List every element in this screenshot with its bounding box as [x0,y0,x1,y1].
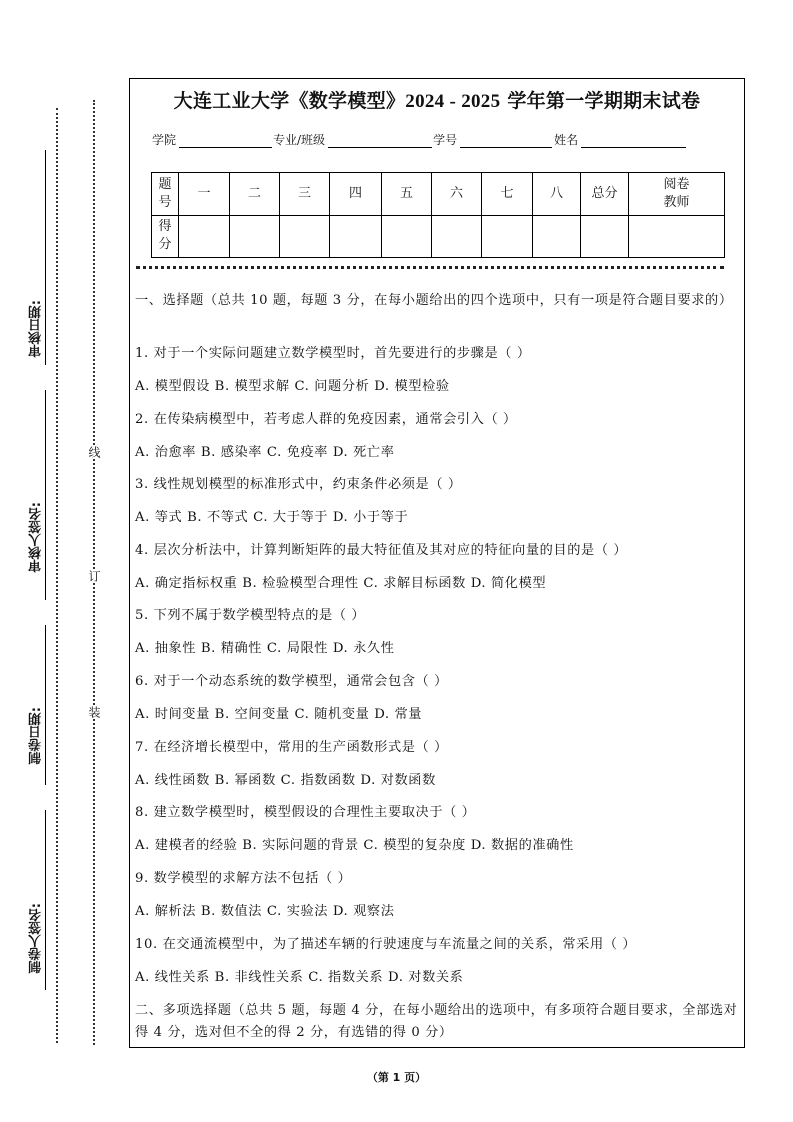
score-cell-1[interactable] [179,215,230,258]
row-label-tihao: 题号 [152,173,179,216]
question-5: 5. 下列不属于数学模型特点的是（ ） [135,608,366,623]
college-label: 学院 [152,133,177,147]
options-7: A. 线性函数 B. 幂函数 C. 指数函数 D. 对数函数 [135,773,436,788]
col-7: 七 [482,173,533,216]
question-6: 6. 对于一个动态系统的数学模型，通常会包含（ ） [135,674,448,689]
make-date-label: 制卷日期: [29,707,44,765]
reviewer-sign-label: 审核人签名: [29,502,44,573]
score-cell-total[interactable] [581,215,629,258]
question-10: 10. 在交通流模型中，为了描述车辆的行驶速度与车流量之间的关系，常采用（ ） [135,937,637,952]
score-cell-7[interactable] [482,215,533,258]
options-9: A. 解析法 B. 数值法 C. 实验法 D. 观察法 [135,904,395,919]
score-cell-8[interactable] [533,215,581,258]
major-label: 专业/班级 [273,133,326,147]
page-number: （第 1 页） [366,1071,427,1084]
outer-dotted-line [56,108,58,1043]
col-2: 二 [230,173,280,216]
col-total: 总分 [581,173,629,216]
col-4: 四 [330,173,382,216]
score-cell-3[interactable] [280,215,330,258]
col-grader: 阅卷教师 [629,173,725,216]
score-header-row [152,173,725,216]
question-2: 2. 在传染病模型中，若考虑人群的免疫因素，通常会引入（ ） [135,412,517,427]
binding-word-xian: 线 [87,446,101,458]
question-3: 3. 线性规划模型的标准形式中，约束条件必须是（ ） [135,477,462,492]
options-5: A. 抽象性 B. 精确性 C. 局限性 D. 永久性 [135,641,395,656]
exam-title [129,86,745,113]
score-table [151,172,725,258]
title-suffix: 学年第一学期期末试卷 [507,90,701,112]
score-cell-grader[interactable] [629,215,725,258]
binding-word-ding: 订 [87,570,101,582]
score-cell-2[interactable] [230,215,280,258]
col-5: 五 [382,173,432,216]
score-cell-6[interactable] [432,215,482,258]
options-10: A. 线性关系 B. 非线性关系 C. 指数关系 D. 对数关系 [135,970,464,985]
question-9: 9. 数学模型的求解方法不包括（ ） [135,871,352,886]
review-date-label: 审核日期: [29,300,44,358]
options-3: A. 等式 B. 不等式 C. 大于等于 D. 小于等于 [135,510,409,525]
options-2: A. 治愈率 B. 感染率 C. 免疫率 D. 死亡率 [135,445,395,460]
question-8: 8. 建立数学模型时，模型假设的合理性主要取决于（ ） [135,805,476,820]
section1-header: 一、选择题（总共 10 题，每题 3 分，在每小题给出的四个选项中，只有一项是符合题目要求的） [135,293,733,308]
score-value-row [152,215,725,258]
question-4: 4. 层次分析法中，计算判断矩阵的最大特征值及其对应的特征向量的目的是（ ） [135,543,628,558]
question-7: 7. 在经济增长模型中，常用的生产函数形式是（ ） [135,740,448,755]
col-3: 三 [280,173,330,216]
student-info-row [152,131,686,148]
score-cell-5[interactable] [382,215,432,258]
options-6: A. 时间变量 B. 空间变量 C. 随机变量 D. 常量 [135,707,423,722]
student-id-label: 学号 [433,133,458,147]
section2-header: 二、多项选择题（总共 5 题，每题 4 分，在每小题给出的选项中，有多项符合题目要求，全部选对得 4 分，选对但不全的得 2 分，有选错的得 0 分） [135,1003,738,1040]
title-year: 2024 - 2025 [405,91,501,112]
separator-dotted-line [136,266,724,269]
name-label: 姓名 [554,133,579,147]
binding-word-zhuang: 装 [87,706,101,718]
options-4: A. 确定指标权重 B. 检验模型合理性 C. 求解目标函数 D. 简化模型 [135,576,547,591]
options-1: A. 模型假设 B. 模型求解 C. 问题分析 D. 模型检验 [135,379,450,394]
student-id-field[interactable] [460,133,552,148]
college-field[interactable] [179,133,272,148]
major-field[interactable] [328,133,432,148]
row-label-defen: 得分 [152,215,179,258]
name-field[interactable] [581,133,686,148]
col-1: 一 [179,173,230,216]
question-1: 1. 对于一个实际问题建立数学模型时，首先要进行的步骤是（ ） [135,346,531,361]
title-prefix: 大连工业大学《数学模型》 [173,90,406,112]
score-cell-4[interactable] [330,215,382,258]
maker-sign-label: 制卷人签名: [29,903,44,974]
options-8: A. 建模者的经验 B. 实际问题的背景 C. 模型的复杂度 D. 数据的准确性 [135,838,574,853]
col-8: 八 [533,173,581,216]
col-6: 六 [432,173,482,216]
